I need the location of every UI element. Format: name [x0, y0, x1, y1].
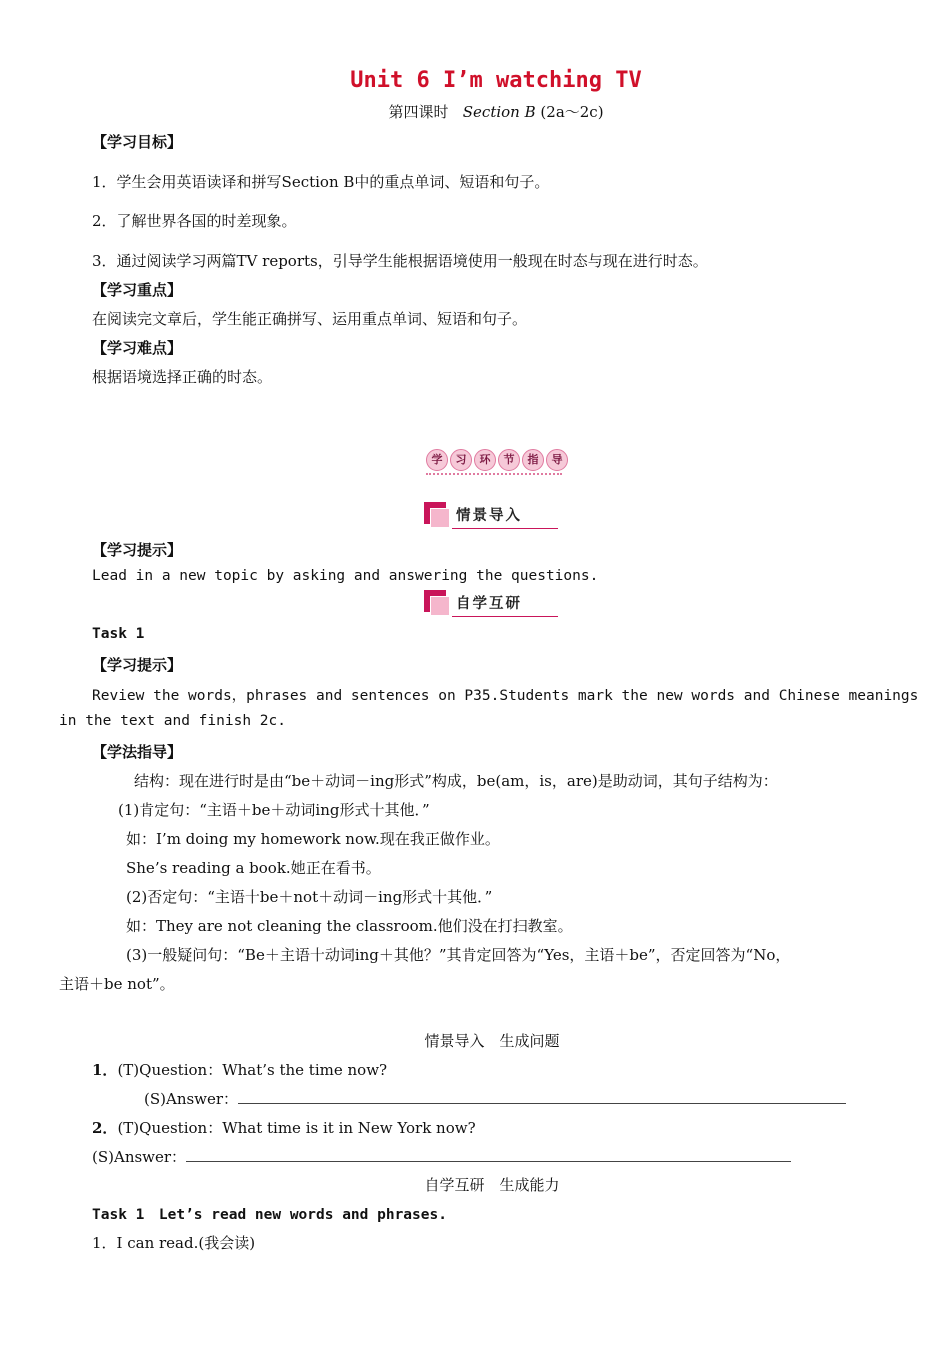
section-marker-icon — [430, 596, 450, 616]
section-label: 情景导入 — [456, 508, 522, 524]
page-title: Unit 6 I’m watching TV — [350, 68, 642, 93]
section-marker-icon — [430, 508, 450, 528]
method-text: 如：They are not cleaning the classroom.他们没在打扫教室。 — [126, 917, 573, 935]
method-text: (3)一般疑问句：“Be＋主语十动词ing＋其他？”其肯定回答为“Yes，主语＋be”，否定回答为“No， — [126, 946, 791, 964]
objective-item: 2．了解世界各国的时差现象。 — [92, 212, 297, 230]
guide-banner — [426, 449, 562, 475]
objective-item: 3．通过阅读学习两篇TV reports，引导学生能根据语境使用一般现在时态与现在进行时态。 — [92, 252, 708, 270]
method-text: 结构：现在进行时是由“be＋动词－ing形式”构成，be(am，is，are)是助动词，其句子结构为： — [134, 772, 778, 790]
banner-char: 导 — [546, 449, 568, 471]
page-subtitle — [0, 101, 950, 122]
answer-line — [144, 1088, 846, 1109]
section-header-situation — [424, 502, 560, 530]
answer-label: (S)Answer： — [92, 1148, 187, 1166]
banner-char: 指 — [522, 449, 544, 471]
banner-char: 学 — [426, 449, 448, 471]
question-number: 2． — [92, 1119, 118, 1137]
part-heading: 自学互研 生成能力 — [424, 1176, 560, 1194]
method-text: She’s reading a book.她正在看书。 — [126, 859, 381, 877]
method-text: 如：I’m doing my homework now.现在我正做作业。 — [126, 830, 500, 848]
question-item — [92, 1059, 387, 1080]
lesson-number: 第四课时 — [388, 103, 449, 121]
tip-heading: 【学习提示】 — [92, 656, 183, 674]
objective-item: 1．学生会用英语读译和拼写Section B中的重点单词、短语和句子。 — [92, 173, 550, 191]
banner-char: 节 — [498, 449, 520, 471]
section-label: 自学互研 — [456, 596, 522, 612]
part-heading: 情景导入 生成问题 — [424, 1032, 560, 1050]
key-points-heading: 【学习重点】 — [92, 281, 183, 299]
method-text: 主语＋be not”。 — [59, 975, 175, 993]
difficulties-text: 根据语境选择正确的时态。 — [92, 368, 273, 386]
list-item: 1．I can read.(我会读) — [92, 1234, 256, 1252]
section-range: (2a～2c) — [540, 103, 604, 121]
section-underline — [452, 528, 558, 529]
section-name: Section B — [462, 103, 536, 121]
answer-blank[interactable] — [238, 1089, 846, 1104]
banner-underline — [426, 473, 562, 475]
question-text: (T)Question：What’s the time now? — [117, 1061, 388, 1079]
banner-char: 习 — [450, 449, 472, 471]
answer-label: (S)Answer： — [144, 1090, 239, 1108]
task-label: Task 1 — [92, 626, 145, 642]
tip-text: Review the words，phrases and sentences on P35.Students mark the new words and Chinese meanings — [92, 688, 919, 704]
section-underline — [452, 616, 558, 617]
question-number: 1． — [92, 1061, 118, 1079]
tip-text: in the text and finish 2c. — [59, 713, 286, 729]
method-heading: 【学法指导】 — [92, 743, 183, 761]
question-item — [92, 1117, 476, 1138]
key-points-text: 在阅读完文章后，学生能正确拼写、运用重点单词、短语和句子。 — [92, 310, 528, 328]
method-text: (2)否定句：“主语十be＋not＋动词－ing形式十其他．” — [126, 888, 493, 906]
answer-line — [92, 1146, 791, 1167]
difficulties-heading: 【学习难点】 — [92, 339, 183, 357]
tip-heading: 【学习提示】 — [92, 541, 183, 559]
task-label: Task 1 Let’s read new words and phrases. — [92, 1207, 447, 1223]
banner-char: 环 — [474, 449, 496, 471]
objectives-heading: 【学习目标】 — [92, 133, 183, 151]
section-header-self-study — [424, 590, 560, 618]
tip-text: Lead in a new topic by asking and answering the questions. — [92, 568, 599, 584]
answer-blank[interactable] — [186, 1147, 791, 1162]
method-text: (1)肯定句：“主语＋be＋动词ing形式十其他．” — [118, 801, 430, 819]
question-text: (T)Question：What time is it in New York now? — [117, 1119, 476, 1137]
